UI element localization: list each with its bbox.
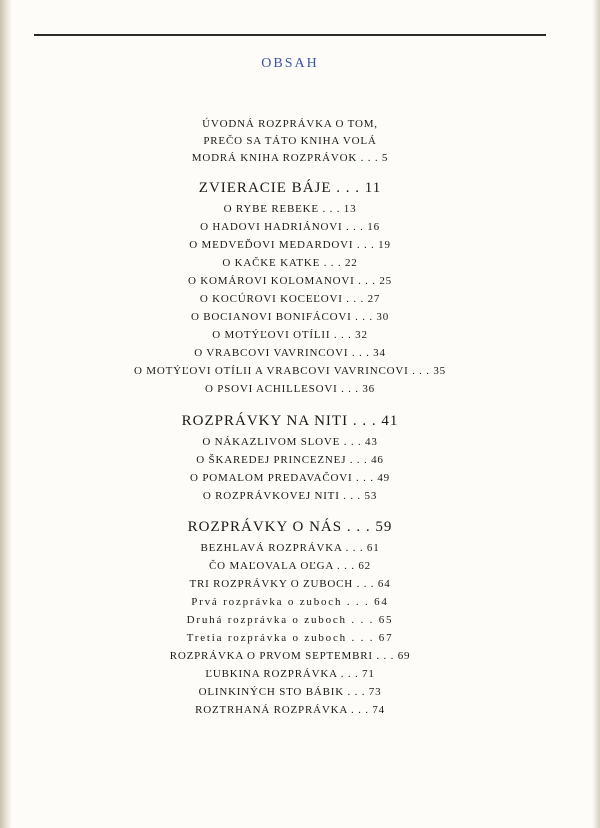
toc-entry: ROZPRÁVKA O PRVOM SEPTEMBRI . . . 69 xyxy=(169,650,411,662)
toc-entry: ROZTRHANÁ ROZPRÁVKA . . . 74 xyxy=(195,704,385,716)
toc-entry: O KOMÁROVI KOLOMANOVI . . . 25 xyxy=(188,275,392,287)
toc-entry: O KAČKE KATKE . . . 22 xyxy=(222,257,358,269)
toc-entry: TRI ROZPRÁVKY O ZUBOCH . . . 64 xyxy=(189,578,391,590)
toc-subentry: Tretia rozprávka o zuboch . . . 67 xyxy=(186,632,394,644)
section-heading: ROZPRÁVKY O NÁS . . . 59 xyxy=(187,519,393,535)
toc-entry: O ROZPRÁVKOVEJ NITI . . . 53 xyxy=(202,490,378,502)
toc-intro-line: ÚVODNÁ ROZPRÁVKA O TOM, xyxy=(202,118,378,130)
top-rule xyxy=(34,34,546,36)
toc-entry: O ŠKAREDEJ PRINCEZNEJ . . . 46 xyxy=(196,454,384,466)
toc-intro-line: PREČO SA TÁTO KNIHA VOLÁ xyxy=(203,135,377,147)
page-title: OBSAH xyxy=(261,56,319,71)
toc-entry: O HADOVI HADRIÁNOVI . . . 16 xyxy=(200,221,380,233)
page-edge-shadow-right xyxy=(592,0,600,828)
toc-entry: O MEDVEĎOVI MEDARDOVI . . . 19 xyxy=(189,239,391,251)
toc-intro-line: MODRÁ KNIHA ROZPRÁVOK . . . 5 xyxy=(191,152,389,164)
toc-entry: O PSOVI ACHILLESOVI . . . 36 xyxy=(205,383,375,395)
toc-entry: O NÁKAZLIVOM SLOVE . . . 43 xyxy=(202,436,378,448)
toc-entry: O RYBE REBEKE . . . 13 xyxy=(223,203,357,215)
toc-entry: O POMALOM PREDAVAČOVI . . . 49 xyxy=(190,472,390,484)
toc-subentry: Prvá rozprávka o zuboch . . . 64 xyxy=(191,596,389,608)
toc-entry: O MOTÝĽOVI OTÍLII A VRABCOVI VAVRINCOVI . . . 35 xyxy=(134,365,446,377)
toc-entry: BEZHLAVÁ ROZPRÁVKA . . . 61 xyxy=(200,542,380,554)
section-heading: ROZPRÁVKY NA NITI . . . 41 xyxy=(181,413,399,429)
toc-subentry: Druhá rozprávka o zuboch . . . 65 xyxy=(186,614,394,626)
toc-entry: O BOCIANOVI BONIFÁCOVI . . . 30 xyxy=(190,311,390,323)
toc-entry: OLINKINÝCH STO BÁBIK . . . 73 xyxy=(198,686,382,698)
toc-entry: ČO MAĽOVALA OĽGA . . . 62 xyxy=(209,560,371,572)
section-heading: ZVIERACIE BÁJE . . . 11 xyxy=(198,180,382,196)
toc-entry: O KOCÚROVI KOCEĽOVI . . . 27 xyxy=(199,293,381,305)
toc-entry: ĽUBKINA ROZPRÁVKA . . . 71 xyxy=(205,668,375,680)
toc-entry: O VRABCOVI VAVRINCOVI . . . 34 xyxy=(194,347,386,359)
toc-entry: O MOTÝĽOVI OTÍLII . . . 32 xyxy=(212,329,368,341)
